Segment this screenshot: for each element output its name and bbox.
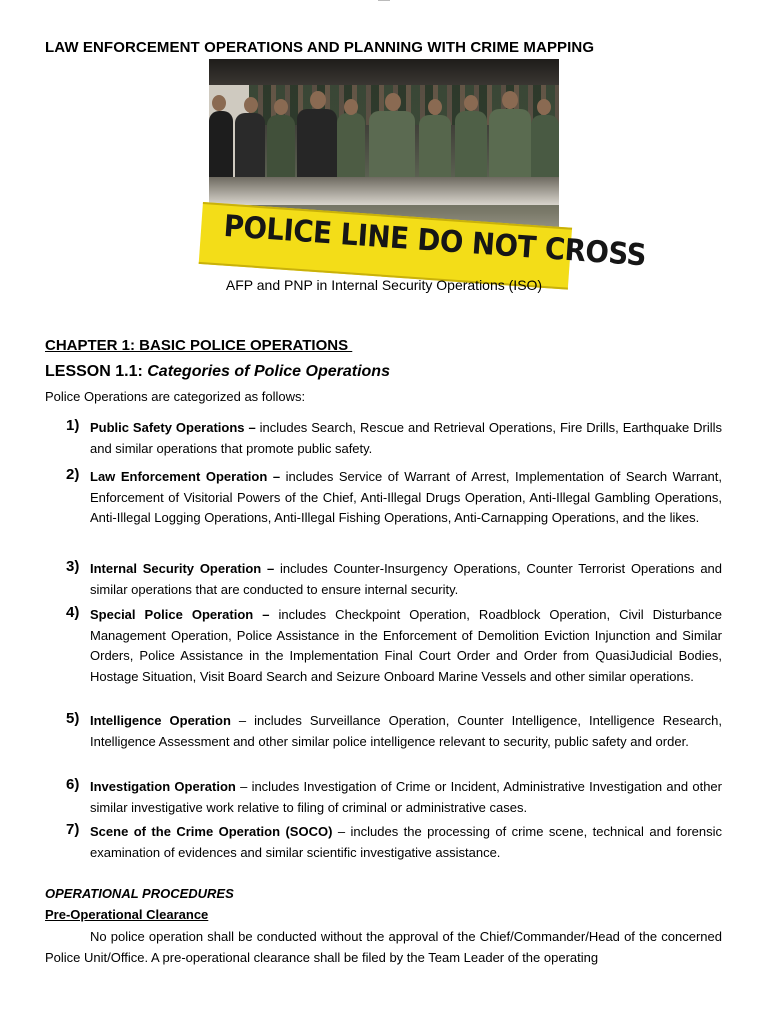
photo-caption: AFP and PNP in Internal Security Operations (ISO) [225,277,543,293]
category-description: includes Service of Warrant of Arrest, Implementation of Search Warrant, Enforcement of Visitorial Powers of the Chief, Anti-Illegal Drugs Operation, Anti-Illegal Gambling Operations, Anti-Illegal Logging Operations, Anti-Illegal Fishing Operations, Anti-Carnapping Operations, and the likes. [90,469,722,526]
category-term: Scene of the Crime Operation (SOCO) [90,824,333,839]
category-term: Intelligence Operation [90,713,231,728]
list-number: 5) [66,710,80,727]
category-term: Internal Security Operation – [90,561,275,576]
lesson-name: Categories of Police Operations [147,363,390,380]
category-description: includes Search, Rescue and Retrieval Operations, Fire Drills, Earthquake Drills and similar operations that promote public safety. [90,420,722,456]
body-paragraph: No police operation shall be conducted without the approval of the Chief/Commander/Head of the concerned Police Unit/Office. A pre-operational clearance shall be filed by the Team Leader of the operating [45,929,722,965]
operational-procedures-heading: OPERATIONAL PROCEDURES [45,886,234,901]
page-top-mark [378,0,390,1]
list-number: 4) [66,604,80,621]
lesson-title [45,363,390,381]
category-description: includes Counter-Insurgency Operations, Counter Terrorist Operations and similar operations that are conducted to ensure internal security. [90,561,723,597]
chapter-title: CHAPTER 1: BASIC POLICE OPERATIONS [45,337,353,354]
category-description: includes Checkpoint Operation, Roadblock Operation, Civil Disturbance Management Operation, Police Assistance in the Enforcement of Demolition Eviction Injunction and Similar Orders, Police Assistance in the Implementation Final Court Order and Order from QuasiJudicial Bodies, Hostage Situation, Visit Board Search and Seizure Onboard Marine Vessels and other similar operations. [90,607,722,685]
iso-photo [209,59,648,274]
list-number: 2) [66,466,80,483]
category-term: Investigation Operation [90,779,236,794]
category-term: Law Enforcement Operation – [90,469,281,484]
list-number: 3) [66,558,80,575]
category-term: Special Police Operation – [90,607,270,622]
list-number: 7) [66,821,80,838]
category-description: – includes the processing of crime scene, technical and forensic examination of evidences and similar scientific investigative assistance. [90,824,722,860]
list-number: 6) [66,776,80,793]
list-number: 1) [66,417,80,434]
category-description: – includes Surveillance Operation, Counter Intelligence, Intelligence Research, Intelligence Assessment and other similar police intelligence relevant to security, public safety and order. [90,713,723,749]
police-tape-text: POLICE LINE DO NOT CROSS [222,209,648,274]
document-title: LAW ENFORCEMENT OPERATIONS AND PLANNING WITH CRIME MAPPING [45,39,595,56]
category-term: Public Safety Operations – [90,420,256,435]
category-description: – includes Investigation of Crime or Incident, Administrative Investigation and other similar investigative work relative to filing of criminal or administrative cases. [90,779,722,815]
intro-text: Police Operations are categorized as follows: [45,389,306,404]
lesson-prefix: LESSON 1.1: [45,363,148,380]
pre-operational-clearance-heading: Pre-Operational Clearance [45,907,209,922]
